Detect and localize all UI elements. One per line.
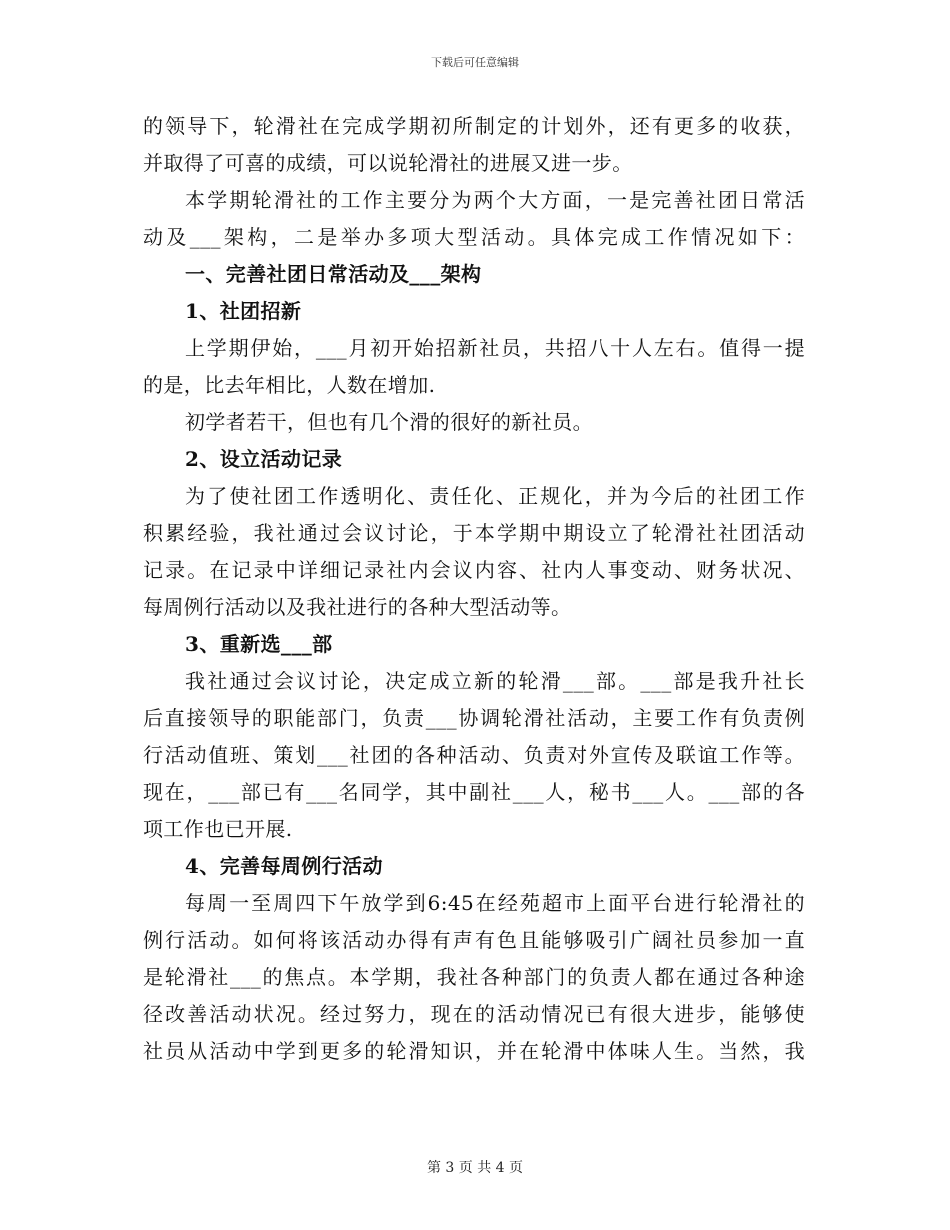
paragraph-line: 径改善活动状况。经过努力，现在的活动情况已有很大进步，能够使 [143, 1002, 805, 1026]
paragraph-line: 例行活动。如何将该活动办得有声有色且能够吸引广阔社员参加一直 [143, 928, 805, 952]
paragraph-line: 是轮滑社___的焦点。本学期，我社各种部门的负责人都在通过各种途 [143, 965, 805, 989]
document-body [143, 108, 805, 1070]
section-heading: 1、社团招新 [185, 299, 302, 323]
section-heading: 3、重新选___部 [185, 632, 333, 656]
paragraph-line: 行活动值班、策划___社团的各种活动、负责对外宣传及联谊工作等。 [143, 743, 805, 767]
paragraph-line: 社员从活动中学到更多的轮滑知识，并在轮滑中体味人生。当然，我 [143, 1039, 805, 1063]
paragraph-line: 为了使社团工作透明化、责任化、正规化，并为今后的社团工作 [185, 484, 805, 508]
paragraph-line: 并取得了可喜的成绩，可以说轮滑社的进展又进一步。 [143, 151, 633, 175]
paragraph-line: 每周一至周四下午放学到6:45在经苑超市上面平台进行轮滑社的 [185, 891, 805, 915]
section-heading: 一、完善社团日常活动及___架构 [185, 262, 482, 286]
paragraph-line: 项工作也已开展. [143, 817, 293, 841]
paragraph-line: 我社通过会议讨论，决定成立新的轮滑___部。___部是我升社长 [185, 669, 805, 693]
paragraph-line: 初学者若干，但也有几个滑的很好的新社员。 [185, 410, 593, 434]
page-header: 下载后可任意编辑 [431, 56, 519, 69]
paragraph-line: 现在，___部已有___名同学，其中副社___人，秘书___人。___部的各 [143, 780, 805, 804]
paragraph-line: 每周例行活动以及我社进行的各种大型活动等。 [143, 595, 572, 619]
paragraph-line: 后直接领导的职能部门，负责___协调轮滑社活动，主要工作有负责例 [143, 706, 805, 730]
paragraph-line: 的领导下，轮滑社在完成学期初所制定的计划外，还有更多的收获， [143, 114, 805, 138]
paragraph-line: 上学期伊始，___月初开始招新社员，共招八十人左右。值得一提 [185, 336, 805, 360]
page-footer: 第 3 页 共 4 页 [426, 1160, 524, 1176]
section-heading: 4、完善每周例行活动 [185, 854, 383, 878]
paragraph-line: 动及___架构，二是举办多项大型活动。具体完成工作情况如下： [143, 225, 805, 249]
paragraph-line: 本学期轮滑社的工作主要分为两个大方面，一是完善社团日常活 [185, 188, 805, 212]
section-heading: 2、设立活动记录 [185, 447, 343, 471]
paragraph-line: 的是，比去年相比，人数在增加. [143, 373, 436, 397]
paragraph-line: 积累经验，我社通过会议讨论，于本学期中期设立了轮滑社社团活动 [143, 521, 805, 545]
paragraph-line: 记录。在记录中详细记录社内会议内容、社内人事变动、财务状况、 [143, 558, 805, 582]
